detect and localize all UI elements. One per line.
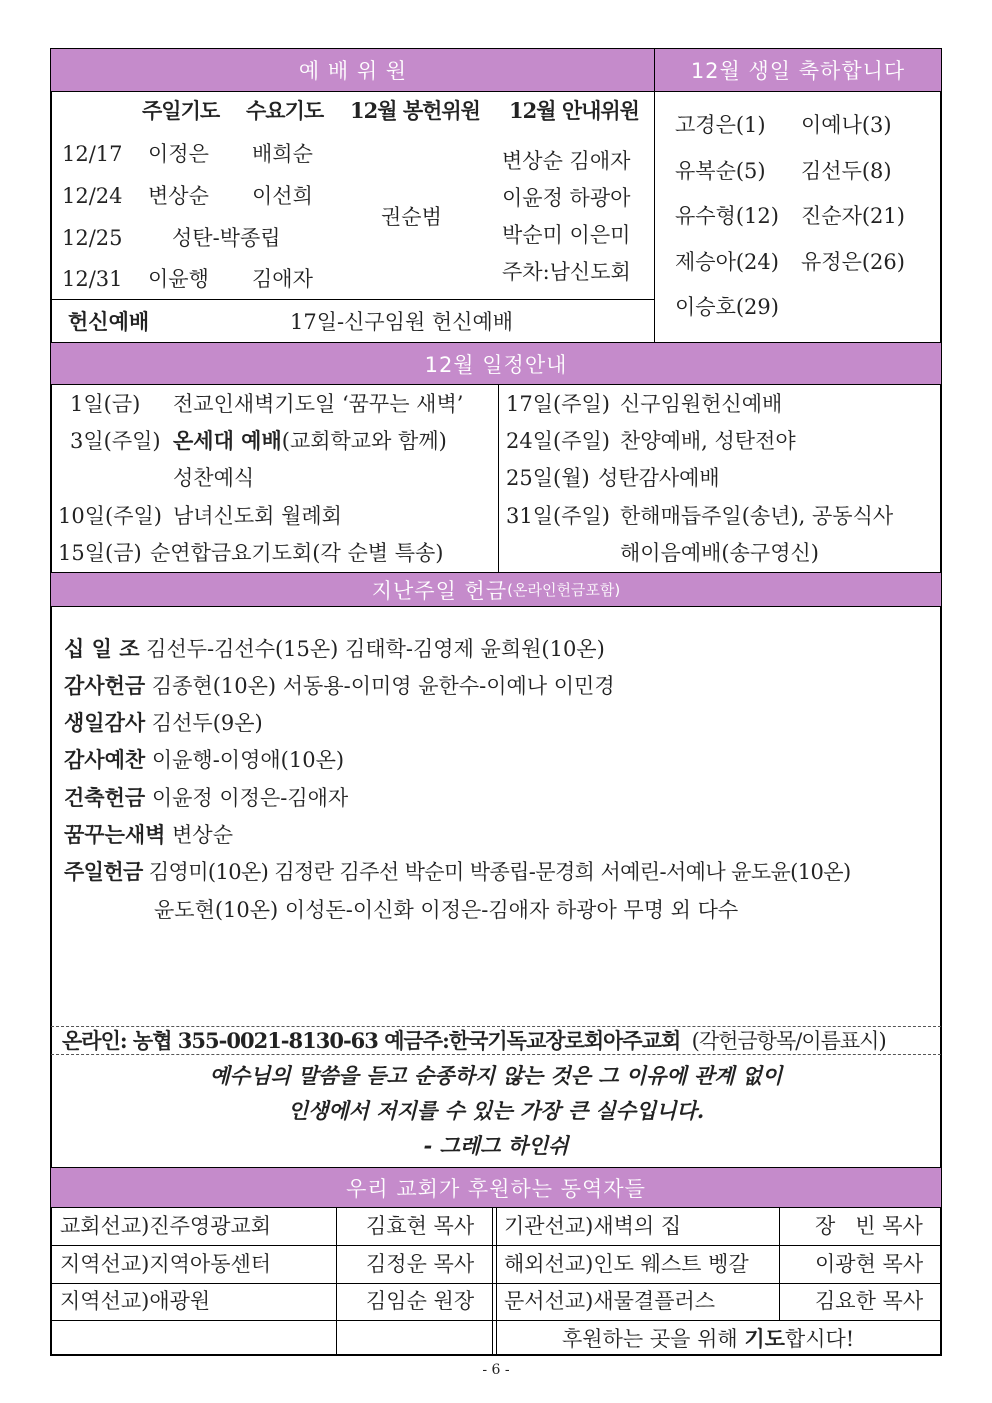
- support-person: 김임순 원장: [366, 1289, 475, 1313]
- support-person: 장 빈 목사: [815, 1214, 923, 1238]
- schedule-date: 31일(주일): [506, 504, 610, 528]
- offering-label: 감사예찬: [64, 747, 146, 772]
- schedule-date: 24일(주일): [506, 429, 610, 453]
- schedule-event: 해이음예배(송구영신): [620, 541, 819, 565]
- col-header-ushers: 12월 안내위원: [509, 98, 639, 123]
- usher-line: 변상순 김애자: [502, 149, 631, 173]
- worship-wednesday-prayer: 이선희: [252, 184, 313, 208]
- worship-wednesday-prayer: 배희순: [252, 142, 313, 166]
- prayer-request: [562, 1326, 854, 1352]
- offering-committee: 권순범: [381, 205, 442, 229]
- offering-line: [64, 710, 263, 736]
- worship-wednesday-prayer: 김애자: [252, 267, 313, 291]
- schedule-event: 성탄감사예배: [598, 466, 720, 490]
- support-org: 문서선교)새물결플러스: [504, 1289, 716, 1313]
- offering-line: [64, 859, 851, 885]
- offering-names: 변상순: [172, 823, 233, 847]
- offering-names: 이윤정 이정은-김애자: [151, 786, 349, 810]
- online-account: [62, 1028, 886, 1054]
- offering-label: 감사헌금: [64, 673, 146, 698]
- schedule-date: 10일(주일): [58, 504, 162, 528]
- offering-line: [64, 785, 348, 811]
- offering-names: 김영미(10온) 김정란 김주선 박순미 박종립-문경희 서예린-서예나 윤도윤(10온): [148, 860, 851, 884]
- support-person: 김효현 목사: [366, 1214, 475, 1238]
- col-header-sunday: 주일기도: [142, 98, 220, 123]
- support-org: 기관선교)새벽의 집: [504, 1214, 682, 1238]
- schedule-header: 12월 일정안내: [51, 343, 941, 384]
- worship-sunday-prayer: 변상순: [148, 184, 209, 208]
- dedication-text: 17일-신구임원 헌신예배: [290, 310, 514, 334]
- offering-line: [64, 673, 615, 699]
- support-person: 김정운 목사: [366, 1252, 475, 1276]
- birthday-name: 이예나(3): [801, 113, 892, 137]
- support-person: 이광현 목사: [815, 1252, 924, 1276]
- birthday-name: 유정은(26): [801, 250, 905, 274]
- prayer-request-post: 합시다!: [784, 1327, 855, 1351]
- schedule-date: 1일(금): [70, 392, 141, 416]
- online-account-note: (각헌금항목/이름표시): [691, 1029, 886, 1053]
- schedule-event-bold: 온세대 예배: [173, 428, 282, 453]
- worship-date: 12/17: [62, 142, 123, 166]
- schedule-event: 전교인새벽기도일 ‘꿈꾸는 새벽’: [173, 392, 464, 416]
- schedule-event: 남녀신도회 월례회: [173, 504, 342, 528]
- birthday-header: 12월 생일 축하합니다: [655, 49, 941, 91]
- prayer-request-bold: 기도: [744, 1326, 785, 1351]
- birthday-name: 고경은(1): [675, 113, 766, 137]
- dedication-label: 헌신예배: [68, 309, 150, 334]
- support-header: 우리 교회가 후원하는 동역자들: [51, 1168, 941, 1207]
- support-org: 교회선교)진주영광교회: [60, 1214, 272, 1238]
- schedule-event: 한해매듭주일(송년), 공동식사: [620, 504, 894, 528]
- quote-author: - 그레그 하인쉬: [423, 1133, 569, 1158]
- quote-line-1: 예수님의 말씀을 듣고 순종하지 않는 것은 그 이유에 관계 없이: [209, 1063, 783, 1088]
- support-org: 지역선교)애광원: [60, 1289, 211, 1313]
- support-person: 김요한 목사: [815, 1289, 924, 1313]
- worship-christmas: 성탄-박종립: [172, 226, 281, 250]
- offering-header-title: 지난주일 헌금: [371, 578, 508, 603]
- schedule-event: 찬양예배, 성탄전야: [620, 429, 796, 453]
- usher-line: 주차:남신도회: [502, 260, 631, 284]
- offering-names: 김선두-김선수(15온) 김태학-김영제 윤희원(10온): [146, 637, 605, 661]
- schedule-event: 신구임원헌신예배: [620, 392, 783, 416]
- online-account-label: 온라인: 농협 355-0021-8130-63 예금주:한국기독교장로회아주교회: [62, 1028, 681, 1053]
- worship-sunday-prayer: 이윤행: [148, 267, 209, 291]
- offering-line: [64, 822, 233, 848]
- support-org: 해외선교)인도 웨스트 벵갈: [504, 1252, 749, 1276]
- offering-line: [64, 747, 344, 773]
- birthday-name: 이승호(29): [675, 295, 779, 319]
- schedule-event-rest: (교회학교와 함께): [281, 429, 447, 453]
- offering-header-note: (온라인헌금포함): [507, 581, 621, 599]
- worship-header: 예 배 위 원: [51, 49, 655, 91]
- birthday-name: 유수형(12): [675, 204, 779, 228]
- worship-date: 12/31: [62, 267, 123, 291]
- worship-date: 12/25: [62, 226, 123, 250]
- offering-names: 김선두(9온): [151, 711, 263, 735]
- usher-line: 이윤정 하광아: [502, 186, 631, 210]
- offering-header: [51, 573, 941, 606]
- offering-label: 십 일 조: [64, 636, 140, 661]
- schedule-date: 15일(금): [58, 541, 142, 565]
- birthday-name: 제승아(24): [675, 250, 779, 274]
- schedule-date: 17일(주일): [506, 392, 610, 416]
- schedule-event: [173, 428, 447, 454]
- schedule-date: 3일(주일): [70, 429, 161, 453]
- worship-date: 12/24: [62, 184, 123, 208]
- offering-names: 김종현(10온) 서동용-이미영 윤한수-이예나 이민경: [151, 674, 615, 698]
- col-header-offering: 12월 봉헌위원: [350, 98, 480, 123]
- schedule-event: 성찬예식: [173, 466, 255, 490]
- prayer-request-pre: 후원하는 곳을 위해: [562, 1327, 745, 1351]
- offering-label: 생일감사: [64, 710, 146, 735]
- offering-label: 주일헌금: [64, 859, 143, 884]
- offering-label: 건축헌금: [64, 785, 146, 810]
- birthday-name: 진순자(21): [801, 204, 905, 228]
- birthday-name: 유복순(5): [675, 159, 766, 183]
- schedule-event: 순연합금요기도회(각 순별 특송): [150, 541, 444, 565]
- worship-sunday-prayer: 이정은: [148, 142, 209, 166]
- page-number: - 6 -: [482, 1362, 510, 1378]
- offering-continuation: 윤도현(10온) 이성돈-이신화 이정은-김애자 하광아 무명 외 다수: [154, 898, 739, 922]
- schedule-date: 25일(월): [506, 466, 590, 490]
- offering-line: [64, 636, 605, 662]
- usher-line: 박순미 이은미: [502, 223, 631, 247]
- birthday-name: 김선두(8): [801, 159, 892, 183]
- quote-line-2: 인생에서 저지를 수 있는 가장 큰 실수입니다.: [287, 1098, 705, 1123]
- col-header-wednesday: 수요기도: [246, 98, 324, 123]
- support-org: 지역선교)지역아동센터: [60, 1252, 272, 1276]
- offering-label: 꿈꾸는새벽: [64, 822, 166, 847]
- offering-names: 이윤행-이영애(10온): [151, 748, 345, 772]
